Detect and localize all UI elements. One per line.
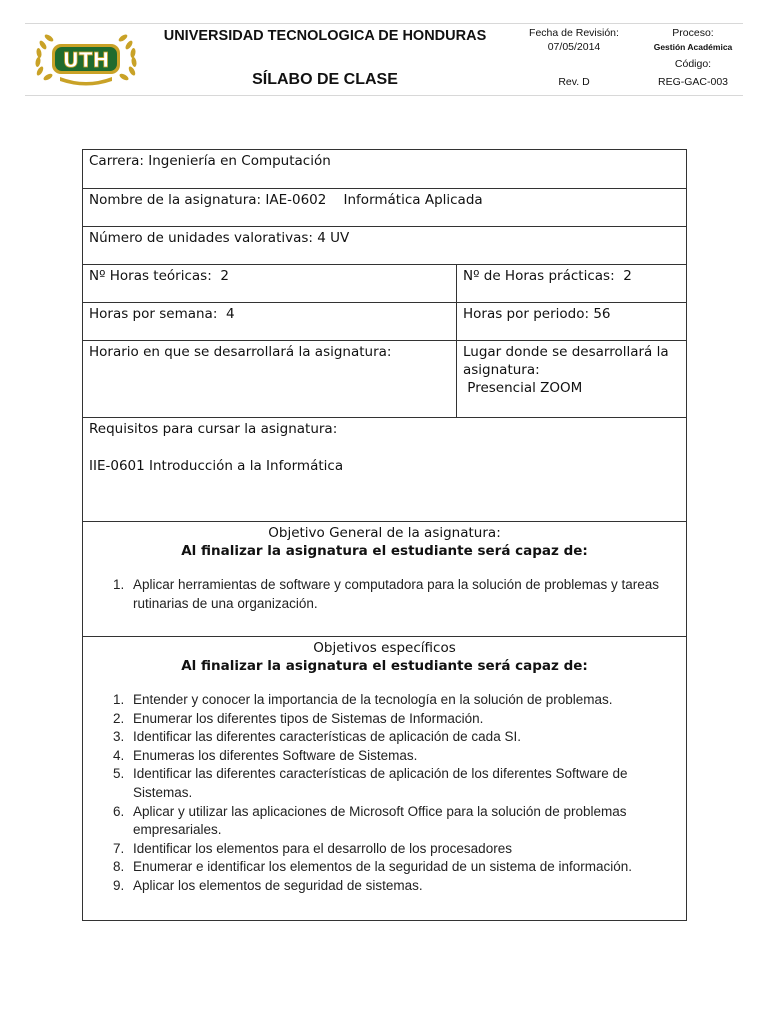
- list-item-text: Entender y conocer la importancia de la tecnología en la solución de problemas.: [133, 692, 613, 707]
- table-row: [83, 150, 687, 189]
- list-item: [113, 728, 680, 747]
- list-item: [113, 576, 680, 613]
- list-item-text: Enumerar los diferentes tipos de Sistemas de Información.: [133, 710, 484, 726]
- list-item-number: 4.: [113, 747, 125, 763]
- requirements-label: Requisitos para cursar la asignatura:: [89, 421, 338, 437]
- general-objective-list: [113, 576, 680, 613]
- table-row: [83, 418, 687, 522]
- list-item-text: Aplicar los elementos de seguridad de sistemas.: [133, 877, 423, 893]
- general-objective-cell: [83, 522, 687, 637]
- table-row: [83, 637, 687, 921]
- career-cell: Carrera: Ingeniería en Computación: [83, 150, 687, 189]
- table-row: [83, 341, 687, 418]
- theory-hours-cell: Nº Horas teóricas: 2: [83, 265, 457, 303]
- credit-units-cell: Número de unidades valorativas: 4 UV: [83, 227, 687, 265]
- list-item-text: Enumeras los diferentes Software de Sistemas.: [133, 747, 418, 763]
- specific-objectives-cell: [83, 637, 687, 921]
- list-item-text: Aplicar herramientas de software y computadora para la solución de problemas y tareas rutinarias de una organización.: [133, 577, 660, 611]
- list-item: [113, 710, 680, 729]
- table-row: [83, 522, 687, 637]
- list-item-number: 1.: [113, 692, 125, 707]
- process-label: Proceso:: [672, 27, 714, 39]
- course-name-cell: Nombre de la asignatura: IAE-0602 Informática Aplicada: [83, 189, 687, 227]
- table-row: [83, 227, 687, 265]
- list-item-number: 3.: [113, 729, 125, 745]
- table-row: [83, 189, 687, 227]
- list-item: [113, 765, 680, 802]
- document-title: SÍLABO DE CLASE: [252, 71, 398, 88]
- list-item: [113, 747, 680, 766]
- practice-hours-cell: Nº de Horas prácticas: 2: [457, 265, 687, 303]
- list-item-number: 5.: [113, 766, 125, 782]
- code-label: Código:: [674, 58, 712, 70]
- location-label: Lugar donde se desarrollará la asignatura:: [463, 344, 669, 378]
- list-item: [113, 858, 680, 877]
- list-item-text: Identificar los elementos para el desarrollo de los procesadores: [133, 840, 512, 856]
- list-item: [113, 803, 680, 840]
- list-item-number: 8.: [113, 859, 125, 875]
- revision-date-label: Fecha de Revisión:: [529, 27, 619, 39]
- logo-text: UTH: [62, 48, 110, 72]
- list-item-number: 7.: [113, 840, 125, 856]
- general-objective-subtitle: Al finalizar la asignatura el estudiante será capaz de:: [181, 543, 588, 559]
- requirement-item: IIE-0601 Introducción a la Informática: [89, 458, 344, 474]
- header-bottom-rule: [25, 95, 743, 96]
- syllabus-table: [82, 149, 687, 921]
- header-top-rule: [25, 23, 743, 24]
- list-item-number: 6.: [113, 803, 125, 819]
- location-value: Presencial ZOOM: [463, 380, 583, 396]
- uth-logo: [30, 27, 142, 89]
- table-row: [83, 303, 687, 341]
- location-cell: [457, 341, 687, 418]
- list-item-number: 2.: [113, 710, 125, 726]
- list-item-number: 9.: [113, 877, 125, 893]
- hours-per-week-cell: Horas por semana: 4: [83, 303, 457, 341]
- table-row: [83, 265, 687, 303]
- code-value: REG-GAC-003: [657, 76, 729, 88]
- specific-objectives-subtitle: Al finalizar la asignatura el estudiante será capaz de:: [181, 658, 588, 674]
- list-item-text: Identificar las diferentes características de aplicación de los diferentes Software de Sistemas.: [133, 766, 628, 800]
- list-item: [113, 877, 680, 896]
- requirements-cell: [83, 418, 687, 522]
- schedule-cell: Horario en que se desarrollará la asignatura:: [83, 341, 457, 418]
- list-item-number: 1.: [113, 577, 125, 592]
- list-item: [113, 840, 680, 859]
- specific-objectives-list: [113, 691, 680, 896]
- university-name: UNIVERSIDAD TECNOLOGICA DE HONDURAS: [163, 28, 487, 44]
- revision: Rev. D: [558, 76, 590, 88]
- list-item-text: Enumerar e identificar los elementos de la seguridad de un sistema de información.: [133, 859, 633, 875]
- list-item-text: Aplicar y utilizar las aplicaciones de Microsoft Office para la solución de problemas empresariales.: [133, 803, 627, 838]
- general-objective-title: Objetivo General de la asignatura:: [268, 525, 501, 541]
- revision-date: 07/05/2014: [547, 41, 601, 53]
- list-item-text: Identificar las diferentes características de aplicación de cada SI.: [133, 729, 521, 745]
- specific-objectives-title: Objetivos específicos: [313, 640, 456, 656]
- process-value: Gestión Académica: [653, 42, 733, 52]
- list-item: [113, 691, 680, 710]
- hours-per-period-cell: Horas por periodo: 56: [457, 303, 687, 341]
